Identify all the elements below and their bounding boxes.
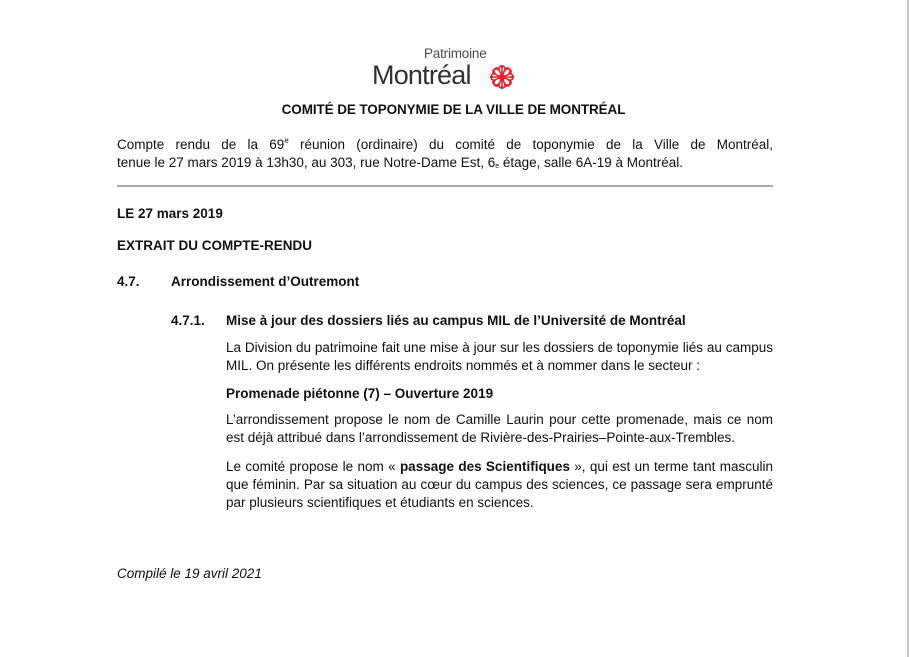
promenade-heading: Promenade piétonne (7) – Ouverture 2019 bbox=[226, 386, 494, 401]
intro-text: étage, salle 6A-19 à Montréal. bbox=[499, 155, 683, 170]
logo-montreal-text: Montréal bbox=[372, 60, 471, 90]
section-title: Arrondissement d’Outremont bbox=[171, 274, 360, 289]
extract-heading: EXTRAIT DU COMPTE-RENDU bbox=[117, 238, 312, 253]
intro-text: Compte rendu de la 69 bbox=[117, 137, 285, 152]
date-heading: LE 27 mars 2019 bbox=[117, 206, 223, 221]
document-title: COMITÉ DE TOPONYMIE DE LA VILLE DE MONTRÉAL bbox=[281, 102, 626, 117]
proposed-name: passage des Scientifiques bbox=[399, 459, 570, 474]
horizontal-divider bbox=[117, 185, 773, 187]
logo-patrimoine-text: Patrimoine bbox=[424, 46, 487, 61]
section-number: 4.7. bbox=[117, 274, 140, 289]
paragraph-camille-laurin: L’arrondissement propose le nom de Camille Laurin pour cette promenade, mais ce nom est déjà attribué dans l’arrondissement de Rivière-des-Prairies–Pointe-aux-Trembles. bbox=[226, 412, 773, 445]
patrimoine-montreal-logo bbox=[372, 46, 522, 96]
paragraph-passage-scientifiques bbox=[226, 458, 773, 512]
ordinal-superscript: e bbox=[284, 136, 289, 145]
ordinal-subscript: e bbox=[495, 163, 500, 170]
intro-line-1 bbox=[117, 136, 773, 154]
montreal-flower-icon bbox=[486, 61, 518, 93]
subsection-number: 4.7.1. bbox=[171, 313, 205, 328]
intro-text: réunion (ordinaire) du comité de toponymie de la Ville de Montréal, bbox=[288, 137, 773, 152]
compiled-date: Compilé le 19 avril 2021 bbox=[117, 566, 262, 581]
p3-text: Le comité propose le nom « bbox=[226, 459, 400, 474]
intro-paragraph bbox=[117, 136, 773, 176]
intro-text: tenue le 27 mars 2019 à 13h30, au 303, rue Notre-Dame Est, 6 bbox=[117, 155, 496, 170]
p3-text: », qui est un terme tant masculin que féminin. Par sa situation au cœur du campus des sciences, ce passage sera emprunté par plusieurs scientifiques et étudiants en sciences. bbox=[226, 459, 773, 510]
paragraph-division-update: La Division du patrimoine fait une mise à jour sur les dossiers de toponymie liés au campus MIL. On présente les différents endroits nommés et à nommer dans le secteur : bbox=[226, 340, 773, 373]
subsection-title: Mise à jour des dossiers liés au campus MIL de l’Université de Montréal bbox=[226, 313, 686, 328]
intro-line-2 bbox=[117, 155, 683, 170]
